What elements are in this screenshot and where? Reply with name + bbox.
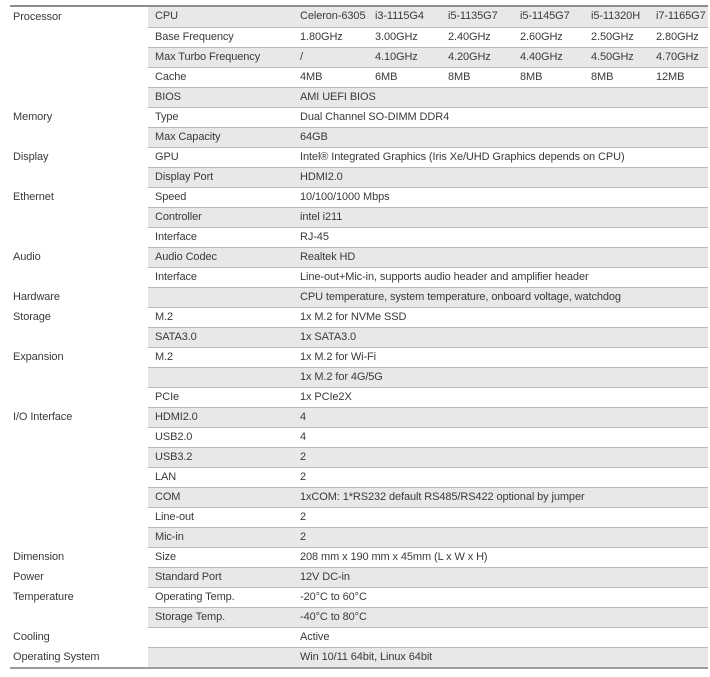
spec-name-cell: Standard Port [155,571,222,583]
spec-value-cell: 1xCOM: 1*RS232 default RS485/RS422 optional by jumper [300,491,585,503]
spec-value-cell: 12V DC-in [300,571,350,583]
spec-value-cell: RJ-45 [300,231,329,243]
category-label: Power [10,567,148,587]
cpu-column-value: 4MB [300,71,323,83]
spec-value-cell: AMI UEFI BIOS [300,91,376,103]
spec-name-cell: LAN [155,471,177,483]
table-row [10,267,708,287]
spec-value-cell: -20°C to 60°C [300,591,367,603]
spec-name-cell: M.2 [155,311,174,323]
table-row [10,347,708,367]
spec-value-cell: Intel® Integrated Graphics (Iris Xe/UHD Graphics depends on CPU) [300,151,625,163]
cpu-column-value: Celeron-6305 [300,10,366,22]
table-row [10,227,708,247]
cpu-column-value: 2.60GHz [520,31,563,43]
category-label: Hardware [10,287,148,307]
spec-row-body [148,7,708,27]
cpu-column-value: 12MB [656,71,685,83]
category-label [10,387,148,407]
spec-value-cell: 4 [300,431,307,443]
spec-row-body [148,487,708,507]
cpu-column-value: i3-1115G4 [375,10,424,22]
spec-value-cell: Realtek HD [300,251,356,263]
cpu-column-value: 8MB [448,71,471,83]
table-row [10,647,708,667]
spec-row-body [148,167,708,187]
spec-value-cell: -40°C to 80°C [300,611,367,623]
table-row [10,407,708,427]
spec-name-cell: Max Turbo Frequency [155,51,261,63]
table-row [10,27,708,47]
spec-value-cell: 2 [300,471,307,483]
table-row [10,367,708,387]
category-label [10,447,148,467]
category-label [10,267,148,287]
category-label [10,47,148,67]
spec-value-area [300,7,708,27]
spec-row-body [148,627,708,647]
spec-row-body [148,187,708,207]
cpu-column-value: 4.40GHz [520,51,563,63]
spec-value-cell: 2 [300,511,307,523]
category-label [10,467,148,487]
table-row [10,627,708,647]
spec-row-body [148,407,708,427]
category-label: Temperature [10,587,148,607]
table-row [10,587,708,607]
spec-value-cell: 1x M.2 for Wi-Fi [300,351,377,363]
category-label [10,207,148,227]
cpu-column-value: 3.00GHz [375,31,418,43]
spec-row-body [148,287,708,307]
spec-name-cell: Interface [155,271,197,283]
spec-name-cell: Cache [155,71,187,83]
spec-name-cell: USB2.0 [155,431,193,443]
spec-name-cell: Size [155,551,176,563]
cpu-column-value: i5-1135G7 [448,10,498,22]
spec-value-cell: Win 10/11 64bit, Linux 64bit [300,651,433,663]
cpu-column-value: 6MB [375,71,398,83]
spec-name-cell: SATA3.0 [155,331,197,343]
spec-row-body [148,67,708,87]
spec-value-cell: 64GB [300,131,328,143]
table-row [10,147,708,167]
spec-value-cell: CPU temperature, system temperature, onboard voltage, watchdog [300,291,621,303]
spec-row-body [148,307,708,327]
spec-name-cell: GPU [155,151,179,163]
table-row [10,187,708,207]
cpu-column-value: / [300,51,303,63]
table-row [10,167,708,187]
spec-name-cell: Type [155,111,179,123]
cpu-column-value: i7-1165G7 [656,10,706,22]
table-row [10,67,708,87]
spec-row-body [148,467,708,487]
cpu-column-value: 2.50GHz [591,31,634,43]
table-row [10,47,708,67]
spec-row-body [148,227,708,247]
category-label: Audio [10,247,148,267]
spec-value-area [300,48,708,67]
category-label [10,367,148,387]
spec-value-cell: Dual Channel SO-DIMM DDR4 [300,111,450,123]
category-label: Display [10,147,148,167]
table-row [10,307,708,327]
category-label [10,167,148,187]
spec-row-body [148,147,708,167]
spec-name-cell [148,288,300,307]
spec-row-body [148,107,708,127]
spec-name-cell: Operating Temp. [155,591,235,603]
spec-value-cell: 208 mm x 190 mm x 45mm (L x W x H) [300,551,488,563]
spec-name-cell: Line-out [155,511,194,523]
cpu-column-value: 4.20GHz [448,51,491,63]
spec-row-body [148,647,708,667]
spec-row-body [148,587,708,607]
table-row [10,447,708,467]
spec-row-body [148,127,708,147]
spec-row-body [148,247,708,267]
category-label: Operating System [10,647,148,667]
category-label [10,427,148,447]
table-row [10,567,708,587]
table-row [10,287,708,307]
cpu-column-value: 2.40GHz [448,31,491,43]
spec-value-cell: intel i211 [300,211,343,223]
spec-name-cell: PCIe [155,391,180,403]
cpu-column-value: 4.10GHz [375,51,418,63]
spec-value-area [300,68,708,87]
cpu-column-value: i5-1145G7 [520,10,570,22]
cpu-column-value: 2.80GHz [656,31,699,43]
table-row [10,427,708,447]
spec-name-cell [148,648,300,667]
spec-row-body [148,347,708,367]
spec-name-cell: HDMI2.0 [155,411,198,423]
spec-name-cell: Max Capacity [155,131,221,143]
spec-value-cell: Active [300,631,330,643]
table-row [10,327,708,347]
category-label [10,327,148,347]
category-label [10,607,148,627]
spec-name-cell: COM [155,491,181,503]
table-row [10,387,708,407]
spec-value-cell: 1x M.2 for 4G/5G [300,371,383,383]
category-label: Expansion [10,347,148,367]
spec-row-body [148,47,708,67]
spec-value-cell: 1x SATA3.0 [300,331,357,343]
spec-value-cell: 2 [300,451,307,463]
table-row [10,87,708,107]
spec-row-body [148,527,708,547]
category-label: Storage [10,307,148,327]
table-row [10,487,708,507]
table-row [10,107,708,127]
spec-value-cell: HDMI2.0 [300,171,343,183]
spec-name-cell: Controller [155,211,202,223]
category-label [10,127,148,147]
spec-name-cell: CPU [155,10,178,22]
spec-row-body [148,207,708,227]
spec-value-cell: 1x PCIe2X [300,391,352,403]
spec-row-body [148,367,708,387]
category-label [10,87,148,107]
category-label [10,227,148,247]
spec-row-body [148,447,708,467]
spec-row-body [148,607,708,627]
spec-name-cell [148,368,300,387]
spec-value-cell: 4 [300,411,307,423]
spec-value-cell: 2 [300,531,307,543]
category-label [10,507,148,527]
cpu-column-value: 8MB [591,71,614,83]
spec-name-cell: M.2 [155,351,174,363]
table-row [10,547,708,567]
category-label: Processor [10,7,148,27]
spec-row-body [148,87,708,107]
spec-value-cell: Line-out+Mic-in, supports audio header and amplifier header [300,271,589,283]
spec-name-cell: Interface [155,231,197,243]
spec-table [10,5,708,669]
cpu-column-value: 4.70GHz [656,51,699,63]
table-row [10,507,708,527]
spec-row-body [148,327,708,347]
spec-name-cell: USB3.2 [155,451,193,463]
spec-name-cell: Base Frequency [155,31,234,43]
category-label: Cooling [10,627,148,647]
category-label [10,27,148,47]
table-row [10,207,708,227]
category-label: Memory [10,107,148,127]
cpu-column-value: 8MB [520,71,543,83]
spec-row-body [148,427,708,447]
category-label: Dimension [10,547,148,567]
spec-value-cell: 10/100/1000 Mbps [300,191,390,203]
table-row [10,527,708,547]
spec-name-cell: Mic-in [155,531,184,543]
spec-row-body [148,507,708,527]
table-row [10,247,708,267]
spec-row-body [148,567,708,587]
spec-row-body [148,267,708,287]
spec-name-cell: BIOS [155,91,181,103]
category-label [10,487,148,507]
spec-name-cell: Audio Codec [155,251,217,263]
spec-name-cell: Storage Temp. [155,611,226,623]
spec-name-cell: Speed [155,191,187,203]
category-label [10,527,148,547]
spec-name-cell [148,628,300,647]
spec-value-cell: 1x M.2 for NVMe SSD [300,311,407,323]
category-label: I/O Interface [10,407,148,427]
table-row [10,467,708,487]
table-row [10,607,708,627]
spec-value-area [300,28,708,47]
spec-row-body [148,387,708,407]
category-label: Ethernet [10,187,148,207]
cpu-column-value: 4.50GHz [591,51,634,63]
spec-row-body [148,27,708,47]
cpu-column-value: i5-11320H [591,10,641,22]
spec-name-cell: Display Port [155,171,214,183]
cpu-column-value: 1.80GHz [300,31,343,43]
table-row [10,7,708,27]
table-row [10,127,708,147]
spec-row-body [148,547,708,567]
category-label [10,67,148,87]
